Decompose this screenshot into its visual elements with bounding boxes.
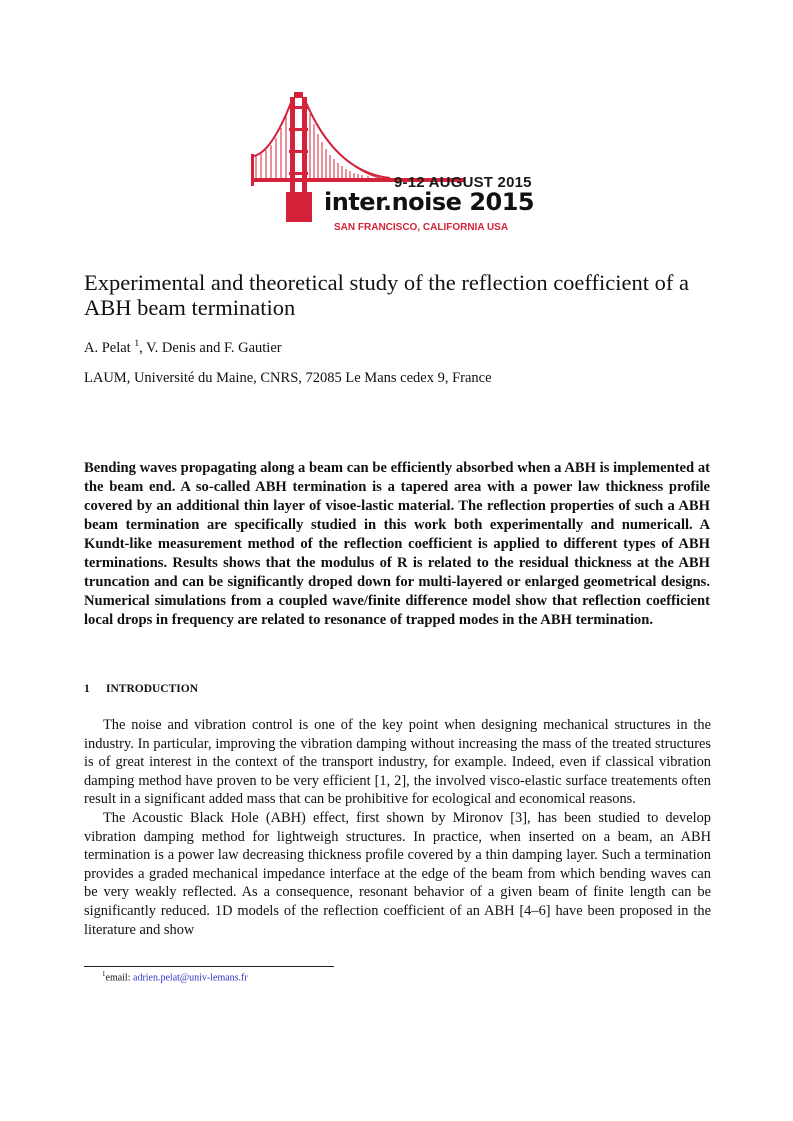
- introduction-body: [84, 716, 711, 939]
- conference-logo: [250, 92, 550, 242]
- affiliation: LAUM, Université du Maine, CNRS, 72085 Le Mans cedex 9, France: [84, 370, 492, 386]
- abstract: Bending waves propagating along a beam can be efficiently absorbed when a ABH is implemented at the beam end. A so-called ABH termination is a tapered area with a power law thickness profile covered by an additional thin layer of visoe-lastic material. The reflection properties of such a ABH beam termination are specifically studied in this work both experimentally and numericall. A Kundt-like measurement method of the reflection coefficient is applied to different types of ABH terminations. Results shows that the modulus of R is related to the residual thickness at the ABH truncation and can be significantly droped down for multi-layered or enlarged geometrical designs. Numerical simulations from a coupled wave/finite difference model show that reflection coefficient local drops in frequency are related to resonance of trapped modes in the ABH termination.: [84, 460, 710, 628]
- conference-name: inter.noise 2015: [324, 188, 535, 216]
- section-number: 1: [84, 683, 90, 695]
- footnote: [102, 970, 248, 983]
- author-list: [84, 339, 282, 357]
- email-link[interactable]: adrien.pelat@univ-lemans.fr: [133, 972, 248, 984]
- conference-date: 9-12 AUGUST 2015: [394, 174, 532, 191]
- first-author: A. Pelat: [84, 339, 135, 356]
- footnote-label: email:: [105, 972, 133, 984]
- footnote-mark: 1: [102, 970, 106, 978]
- paper-title: Experimental and theoretical study of the reflection coefficient of a ABH beam termination: [84, 270, 689, 320]
- paragraph: The noise and vibration control is one of the key point when designing mechanical structures in the industry. In particular, improving the vibration damping without increasing the mass of the treated structures is of great interest in the context of the transport industry, for example. Indeed, even if classical vibration damping method have proven to be very efficient [1, 2], the involved visco-elastic surface treatements often result in a significant added mass that can be prohibitive for ecological and economical reasons.: [84, 717, 711, 808]
- golden-gate-bridge-icon: [250, 92, 550, 242]
- author-footnote-mark: 1: [134, 339, 140, 349]
- conference-location: SAN FRANCISCO, CALIFORNIA USA: [334, 222, 509, 233]
- section-title: INTRODUCTION: [106, 683, 199, 695]
- footnote-divider: [84, 966, 334, 967]
- other-authors: , V. Denis and F. Gautier: [139, 339, 282, 356]
- section-heading: [84, 683, 198, 695]
- paragraph: The Acoustic Black Hole (ABH) effect, first shown by Mironov [3], has been studied to develop vibration damping method for lightweigh structures. In practice, when inserted on a beam, an ABH termination is a power law decreasing thickness profile covered by a thin damping layer. Such a termination provides a graded mechanical impedance interface at the edge of the beam from which bending waves can be very weakly reflected. As a consequence, resonant behavior of a given beam of finite length can be significantly reduced. 1D models of the reflection coefficient of an ABH [4–6] have been proposed in the literature and show: [84, 809, 711, 938]
